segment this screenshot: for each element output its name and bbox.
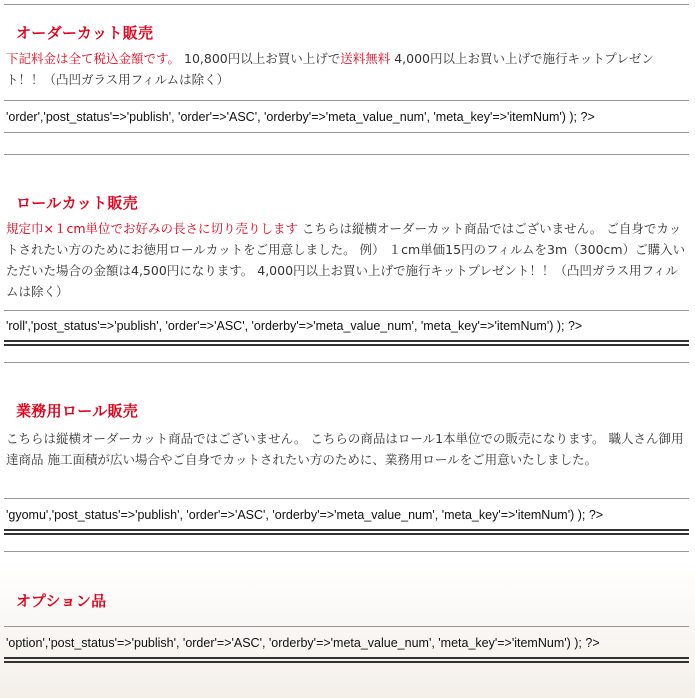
code-top-rule [4,498,689,499]
section-divider [4,4,689,5]
section-title-options: オプション品 [16,592,107,610]
tax-included-notice: 下記料金は全て税込金額です。 [6,51,181,66]
section-description-order-cut [6,48,686,90]
code-bottom-double-rule [4,529,689,531]
free-shipping-threshold-text: 10,800円以上お買い上げで [180,51,341,66]
section-description-roll-cut [6,218,686,302]
code-bottom-double-rule [4,657,689,659]
code-top-rule [4,310,689,311]
section-title-order-cut: オーダーカット販売 [16,24,154,42]
section-title-business-roll: 業務用ロール販売 [16,402,139,420]
query-code-order: 'order','post_status'=>'publish', 'order'=>'ASC', 'orderby'=>'meta_value_num', 'meta_key'=>'itemNum') ); ?> [6,110,595,124]
roll-cut-details-text: こちらは縦横オーダーカット商品ではございません。 ご自身でカットされたい方のためにお徳用ロールカットをご用意しました。 例） １cm単価15円のフィルムを3m（300cm）ご購入いただいた場合の金額は4,500円になります。 4,000円以上お買い上げで施行キットプレゼント！！（凸凹ガラス用フィルムは除く） [6,221,686,299]
section-description-business-roll [6,428,686,470]
free-shipping-label: 送料無料 [340,51,391,66]
code-top-rule [4,626,689,627]
business-roll-details-text: こちらは縦横オーダーカット商品ではございません。 こちらの商品はロール1本単位での販売になります。 職人さん御用達商品 施工面積が広い場合やご自身でカットされたい方のために、業務用ロールをご用意いたしました。 [6,431,684,467]
kit-present-text: 4,000円以上お買い上げで施行キットプレゼント！！（凸凹ガラス用フィルムは除く） [6,51,654,87]
section-title-roll-cut: ロールカット販売 [16,194,138,212]
section-divider [4,154,689,155]
section-divider [4,551,689,552]
query-code-roll: 'roll','post_status'=>'publish', 'order'=>'ASC', 'orderby'=>'meta_value_num', 'meta_key'=>'itemNum') ); ?> [6,319,583,333]
query-code-gyomu: 'gyomu','post_status'=>'publish', 'order'=>'ASC', 'orderby'=>'meta_value_num', 'meta_key'=>'itemNum') ); ?> [6,508,604,522]
page-background-fade [0,560,695,698]
section-divider [4,362,689,363]
code-bottom-double-rule [4,340,689,342]
per-cm-sale-notice: 規定巾×１cm単位でお好みの長さに切り売りします [6,221,299,236]
code-top-rule [4,100,689,101]
code-bottom-rule [4,132,689,133]
query-code-option: 'option','post_status'=>'publish', 'order'=>'ASC', 'orderby'=>'meta_value_num', 'meta_key'=>'itemNum') ); ?> [6,636,600,650]
